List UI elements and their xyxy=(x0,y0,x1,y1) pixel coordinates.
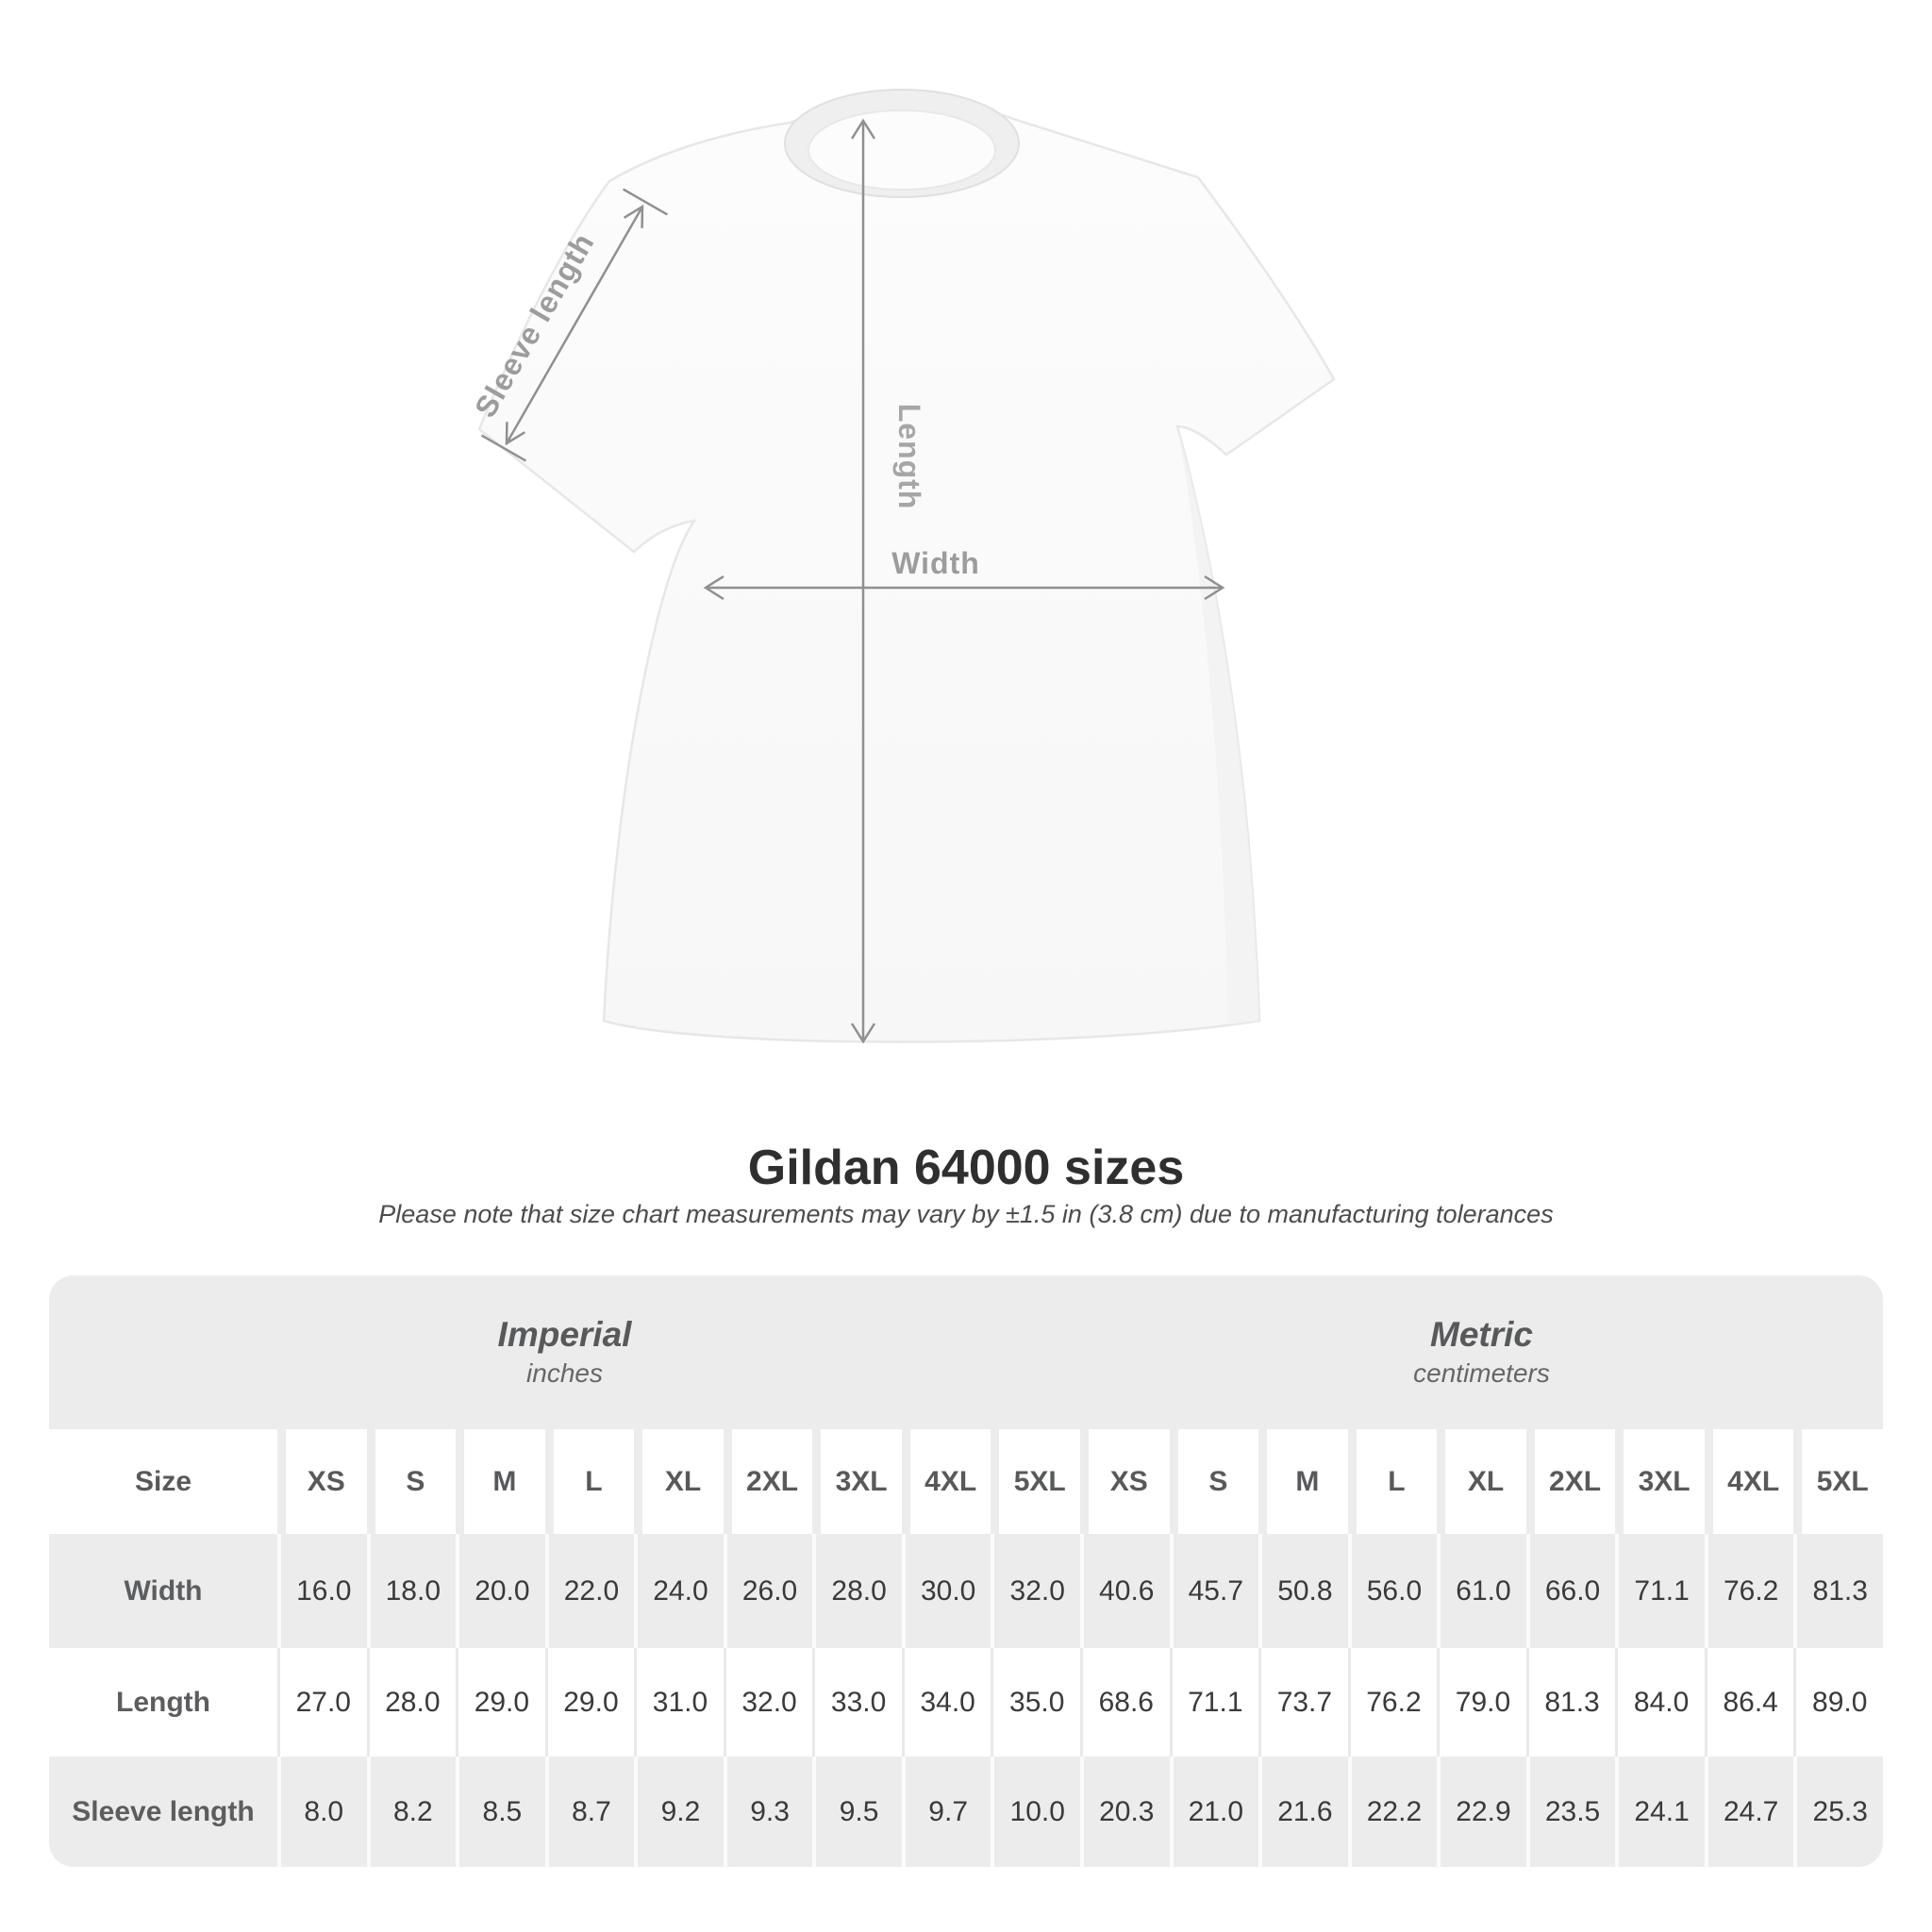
tolerance-note: Please note that size chart measurements may vary by ±1.5 in (3.8 cm) due to manufacturing tolerances xyxy=(378,1200,1554,1228)
sleeve-length-label: Sleeve length xyxy=(468,226,601,424)
group-header-metric xyxy=(1080,1275,1883,1429)
table-cell: 76.2 xyxy=(1705,1534,1794,1648)
table-cell: 29.0 xyxy=(456,1648,545,1757)
table-cell: 28.0 xyxy=(367,1648,457,1757)
size-table xyxy=(49,1275,1883,1867)
imperial-unit: inches xyxy=(526,1358,603,1389)
table-cell: 26.0 xyxy=(724,1534,813,1648)
col-header: 4XL xyxy=(902,1429,991,1534)
table-cell: 27.0 xyxy=(277,1648,367,1757)
width-label: Width xyxy=(891,546,980,580)
table-cell: 8.0 xyxy=(277,1757,367,1867)
col-header: S xyxy=(367,1429,457,1534)
table-cell: 40.6 xyxy=(1080,1534,1170,1648)
table-cell: 8.7 xyxy=(545,1757,635,1867)
table-cell: 9.5 xyxy=(812,1757,902,1867)
table-cell: 28.0 xyxy=(812,1534,902,1648)
table-cell: 34.0 xyxy=(902,1648,991,1757)
table-cell: 76.2 xyxy=(1348,1648,1438,1757)
row-label: Length xyxy=(116,1686,210,1718)
table-cell: 71.1 xyxy=(1615,1534,1705,1648)
table-cell: 22.9 xyxy=(1437,1757,1526,1867)
metric-label: Metric xyxy=(1430,1315,1533,1355)
metric-unit: centimeters xyxy=(1413,1358,1550,1389)
table-cell: 71.1 xyxy=(1170,1648,1259,1757)
col-header: L xyxy=(545,1429,635,1534)
table-cell: 24.7 xyxy=(1705,1757,1794,1867)
table-cell: 86.4 xyxy=(1705,1648,1794,1757)
table-cell: 24.0 xyxy=(634,1534,724,1648)
table-cell: 81.3 xyxy=(1526,1648,1616,1757)
size-header-row xyxy=(49,1429,1883,1534)
col-header: L xyxy=(1348,1429,1438,1534)
col-header: XL xyxy=(634,1429,724,1534)
col-header: M xyxy=(456,1429,545,1534)
table-cell: 8.2 xyxy=(367,1757,457,1867)
table-cell: 21.0 xyxy=(1170,1757,1259,1867)
table-cell: 18.0 xyxy=(367,1534,457,1648)
table-cell: 20.3 xyxy=(1080,1757,1170,1867)
table-cell: 32.0 xyxy=(724,1648,813,1757)
col-header: XL xyxy=(1437,1429,1526,1534)
table-cell: 56.0 xyxy=(1348,1534,1438,1648)
table-cell: 89.0 xyxy=(1793,1648,1883,1757)
table-cell: 66.0 xyxy=(1526,1534,1616,1648)
table-cell: 33.0 xyxy=(812,1648,902,1757)
table-cell: 45.7 xyxy=(1170,1534,1259,1648)
group-header-imperial xyxy=(49,1275,1080,1429)
col-header: 2XL xyxy=(724,1429,813,1534)
table-cell: 68.6 xyxy=(1080,1648,1170,1757)
table-cell: 23.5 xyxy=(1526,1757,1616,1867)
col-header: 3XL xyxy=(1615,1429,1705,1534)
col-header: 2XL xyxy=(1526,1429,1616,1534)
length-label: Length xyxy=(892,403,926,510)
table-cell: 22.0 xyxy=(545,1534,635,1648)
table-row-sleeve-length xyxy=(49,1757,1883,1867)
table-row-width xyxy=(49,1534,1883,1648)
table-cell: 31.0 xyxy=(634,1648,724,1757)
col-header: 3XL xyxy=(812,1429,902,1534)
col-header: 5XL xyxy=(1793,1429,1883,1534)
table-cell: 35.0 xyxy=(991,1648,1080,1757)
table-cell: 9.3 xyxy=(724,1757,813,1867)
table-row-length xyxy=(49,1648,1883,1757)
row-label: Width xyxy=(124,1574,203,1607)
table-cell: 73.7 xyxy=(1258,1648,1348,1757)
unit-group-header xyxy=(49,1275,1883,1429)
table-cell: 22.2 xyxy=(1348,1757,1438,1867)
table-cell: 29.0 xyxy=(545,1648,635,1757)
col-header: M xyxy=(1258,1429,1348,1534)
page-title: Gildan 64000 sizes xyxy=(747,1141,1185,1195)
table-cell: 61.0 xyxy=(1437,1534,1526,1648)
table-cell: 16.0 xyxy=(277,1534,367,1648)
table-cell: 50.8 xyxy=(1258,1534,1348,1648)
row-label: Sleeve length xyxy=(72,1795,255,1827)
col-header: 5XL xyxy=(991,1429,1080,1534)
table-cell: 79.0 xyxy=(1437,1648,1526,1757)
table-cell: 9.7 xyxy=(902,1757,991,1867)
table-cell: 8.5 xyxy=(456,1757,545,1867)
table-cell: 20.0 xyxy=(456,1534,545,1648)
table-cell: 81.3 xyxy=(1793,1534,1883,1648)
table-cell: 9.2 xyxy=(634,1757,724,1867)
table-cell: 21.6 xyxy=(1258,1757,1348,1867)
imperial-label: Imperial xyxy=(497,1315,632,1355)
col-header: XS xyxy=(277,1429,367,1534)
table-cell: 84.0 xyxy=(1615,1648,1705,1757)
col-header: S xyxy=(1170,1429,1259,1534)
table-cell: 24.1 xyxy=(1615,1757,1705,1867)
table-cell: 32.0 xyxy=(991,1534,1080,1648)
table-cell: 25.3 xyxy=(1793,1757,1883,1867)
size-header: Size xyxy=(134,1465,192,1497)
col-header: 4XL xyxy=(1705,1429,1794,1534)
table-cell: 10.0 xyxy=(991,1757,1080,1867)
col-header: XS xyxy=(1080,1429,1170,1534)
table-cell: 30.0 xyxy=(902,1534,991,1648)
